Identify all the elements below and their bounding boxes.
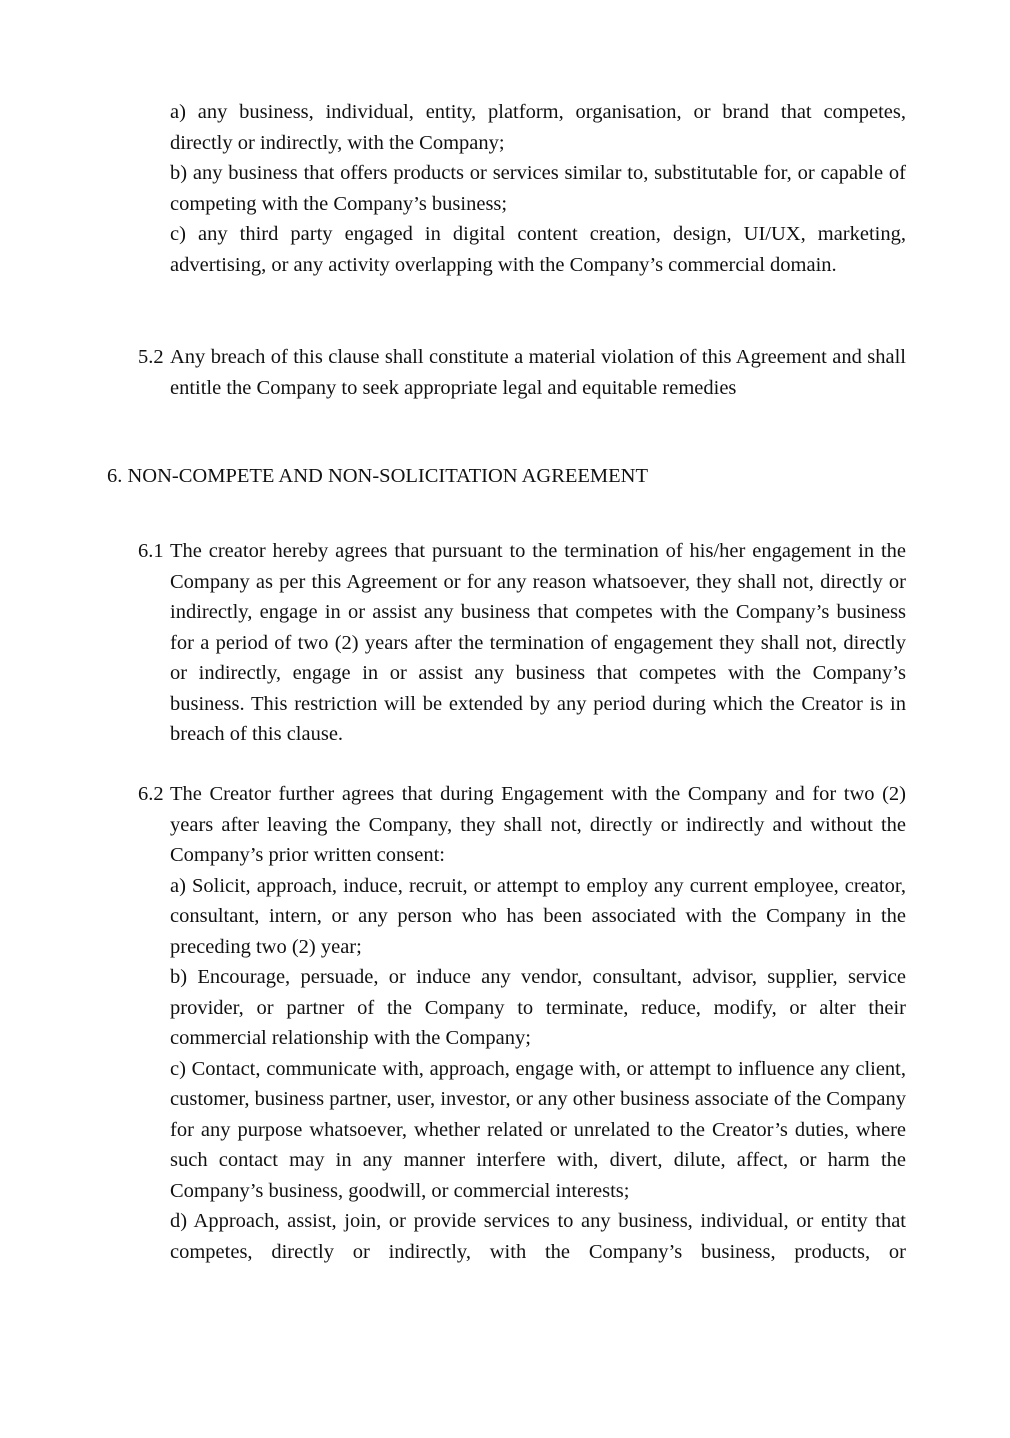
clause-6-2-item-a: a) Solicit, approach, induce, recruit, or attempt to employ any current employee, creator, consultant, intern, or any person who has been associated with the Company in the preceding two (2) year;: [170, 874, 906, 958]
clause-6-2-item-c: c) Contact, communicate with, approach, engage with, or attempt to influence any client, customer, business partner, user, investor, or any other business associate of the Company for any purpose whatsoever, whether related or unrelated to the Creator’s duties, where such contact may in any manner interfere with, divert, dilute, affect, or harm the Company’s business, goodwill, or commercial interests;: [170, 1057, 906, 1202]
clause-text: The creator hereby agrees that pursuant to the termination of his/her engagement in the Company as per this Agreement or for any reason whatsoever, they shall not, directly or indirectly, engage in or assist any business that competes with the Company’s business for a period of two (2) years after the termination of engagement they shall not, directly or indirectly, engage in or assist any business that competes with the Company’s business. This restriction will be extended by any period during which the Creator is in breach of this clause.: [170, 540, 906, 745]
clause-5-1-list: [170, 97, 906, 280]
clause-text: Any breach of this clause shall constitute a material violation of this Agreement and shall entitle the Company to seek appropriate legal and equitable remedies: [170, 346, 906, 399]
clause-6-1: [138, 536, 906, 750]
clause-intro: The Creator further agrees that during Engagement with the Company and for two (2) years after leaving the Company, they shall not, directly or indirectly and without the Company’s prior written consent:: [170, 783, 906, 866]
clause-number: 6.2: [138, 783, 164, 805]
clause-6-2: [138, 779, 906, 1267]
clause-5-1-item-c: c) any third party engaged in digital content creation, design, UI/UX, marketing, advertising, or any activity overlapping with the Company’s commercial domain.: [170, 223, 906, 276]
clause-5-2: [138, 342, 906, 403]
clause-6-2-item-d: d) Approach, assist, join, or provide services to any business, individual, or entity that competes, directly or indirectly, with the Company’s business, products, or: [170, 1210, 906, 1263]
section-heading: 6. NON-COMPETE AND NON-SOLICITATION AGREEMENT: [107, 465, 649, 487]
clause-5-1-item-b: b) any business that offers products or services similar to, substitutable for, or capable of competing with the Company’s business;: [170, 162, 906, 215]
clause-5-1-item-a: a) any business, individual, entity, platform, organisation, or brand that competes, directly or indirectly, with the Company;: [170, 101, 906, 154]
clause-number: 5.2: [138, 346, 164, 368]
clause-6-2-item-b: b) Encourage, persuade, or induce any vendor, consultant, advisor, supplier, service provider, or partner of the Company to terminate, reduce, modify, or alter their commercial relationship with the Company;: [170, 966, 906, 1049]
clause-number: 6.1: [138, 540, 164, 562]
